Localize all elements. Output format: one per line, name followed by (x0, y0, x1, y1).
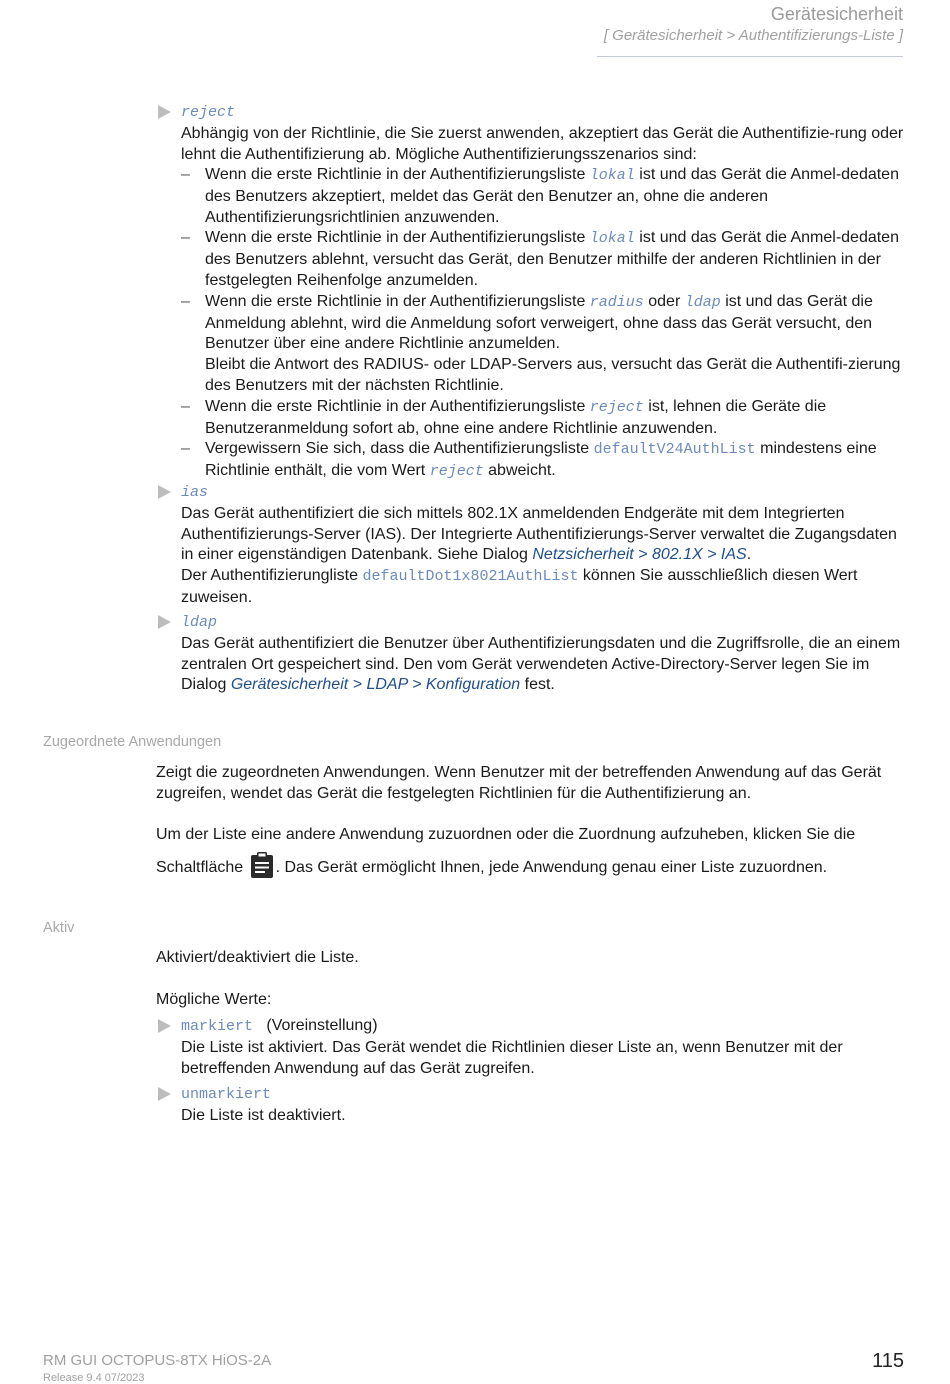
aktiv-paragraph-2: Mögliche Werte: (156, 991, 272, 1008)
markiert-code: markiert (181, 1018, 254, 1035)
section-label-aktiv: Aktiv (43, 920, 75, 936)
markiert-description: Die Liste ist aktiviert. Das Gerät wendet die Richtlinien dieser Liste an, wenn Benutzer mit der betreffenden Anwendung auf das Gerät zugreifen. (181, 1038, 843, 1077)
list-item: – Wenn die erste Richtlinie in der Authentifizierungsliste radius oder ldap ist und das Gerät die Anmeldung ablehnt, wird die Anmeldung sofort verweigert, ohne dass das Gerät versucht, den Benutzer über eine andere Richtlinie anzumelden. Bleibt die Antwort des RADIUS- oder LDAP-Servers aus, versucht das Gerät die Authentifi-zierung des Benutzers mit der nächsten Richtlinie. (181, 292, 901, 394)
header-breadcrumb: [ Gerätesicherheit > Authentifizierungs-Liste ] (603, 27, 903, 44)
ldap-value-block (181, 612, 907, 696)
reject-scenario-list (181, 165, 907, 483)
ldap-code: ldap (181, 614, 218, 631)
reject-description: Abhängig von der Richtlinie, die Sie zuerst anwenden, akzeptiert das Gerät die Authentifizie-rung oder lehnt die Authentifizierung ab. Mögliche Authentifizierungsszenarios sind: (181, 124, 904, 163)
list-item: – Vergewissern Sie sich, dass die Authentifizierungsliste defaultV24AuthList mindestens eine Richtlinie enthält, die vom Wert reject abweicht. (181, 440, 877, 481)
list-item: – Wenn die erste Richtlinie in der Authentifizierungsliste lokal ist und das Gerät die Anmel-dedaten des Benutzers ablehnt, versucht das Gerät, den Benutzer mithilfe der anderen Richtlinien in der festgelegten Reihenfolge anzumelden. (181, 229, 899, 289)
ldap-description: Das Gerät authentifiziert die Benutzer über Authentifizierungsdaten und die Zugriffsrolle, die an einem zentralen Ort gespeichert sind. Den vom Gerät verwendeten Active-Directory-Server legen Sie im Dialog Gerätesicherheit > LDAP > Konfiguration fest. (181, 634, 901, 694)
bullet-triangle-icon (158, 1087, 171, 1101)
ias-value-block (181, 482, 907, 609)
unmarkiert-code: unmarkiert (181, 1086, 272, 1103)
reject-value-block (181, 102, 907, 165)
zugeordnete-paragraph-2: Schaltfläche . Das Gerät ermöglicht Ihnen, jede Anwendung genau einer Liste zuzuordnen. (156, 852, 906, 883)
header-title: Gerätesicherheit (770, 4, 903, 24)
aktiv-value-unmarkiert (181, 1084, 907, 1127)
zugeordnete-paragraph-2-line-1: Um der Liste eine andere Anwendung zuzuordnen oder die Zuordnung aufzuheben, klicken Sie die (156, 826, 856, 843)
reject-code: reject (181, 104, 236, 121)
bullet-triangle-icon (158, 615, 171, 629)
ldap-dialog-link[interactable]: Gerätesicherheit > LDAP > Konfiguration (230, 676, 521, 694)
unmarkiert-description: Die Liste ist deaktiviert. (181, 1106, 346, 1124)
bullet-triangle-icon (158, 105, 171, 119)
ias-description: Das Gerät authentifiziert die sich mittels 802.1X anmeldenden Endgeräte mit dem Integrierten Authentifizierungs-Server (IAS). Der Integrierte Authentifizierungs-Server verwaltet die Zugangsdaten in einer eigenständigen Datenbank. Siehe Dialog Netzsicherheit > 802.1X > IAS. (181, 504, 897, 564)
ias-dialog-link[interactable]: Netzsicherheit > 802.1X > IAS (532, 546, 747, 564)
aktiv-paragraph-1: Aktiviert/deaktiviert die Liste. (156, 949, 359, 966)
footer-document-name: RM GUI OCTOPUS-8TX HiOS-2A (43, 1352, 272, 1369)
aktiv-value-markiert: markiert (Voreinstellung) Die Liste ist aktiviert. Das Gerät wendet die Richtlinien dieser Liste an, wenn Benutzer mit der betreffenden Anwendung auf das Gerät zugreifen. (181, 1016, 907, 1079)
footer-release: Release 9.4 07/2023 (43, 1372, 145, 1384)
zugeordnete-paragraph-1: Zeigt die zugeordneten Anwendungen. Wenn Benutzer mit der betreffenden Anwendung auf das Gerät zugreifen, wendet das Gerät die festgelegten Richtlinien für die Authentifizierung an. (156, 764, 882, 802)
list-item: – Wenn die erste Richtlinie in der Authentifizierungsliste reject ist, lehnen die Geräte die Benutzeranmeldung sofort ab, ohne eine andere Richtlinie anzuwenden. (181, 397, 827, 437)
bullet-triangle-icon (158, 1019, 171, 1033)
ias-code: ias (181, 484, 209, 501)
page-number: 115 (872, 1350, 904, 1372)
section-label-zugeordnete-anwendungen: Zugeordnete Anwendungen (43, 734, 222, 750)
list-item: – Wenn die erste Richtlinie in der Authentifizierungsliste lokal ist und das Gerät die Anmel-dedaten des Benutzers akzeptiert, meldet das Gerät den Benutzer an, ohne die anderen Authentifizierungsrichtlinien anzuwenden. (181, 166, 899, 226)
clipboard-icon[interactable] (250, 852, 274, 878)
ias-description-2: Der Authentifizierungliste defaultDot1x8021AuthList können Sie ausschließlich diesen Wert zuweisen. (181, 567, 858, 606)
header-rule (597, 56, 903, 57)
bullet-triangle-icon (158, 485, 171, 499)
